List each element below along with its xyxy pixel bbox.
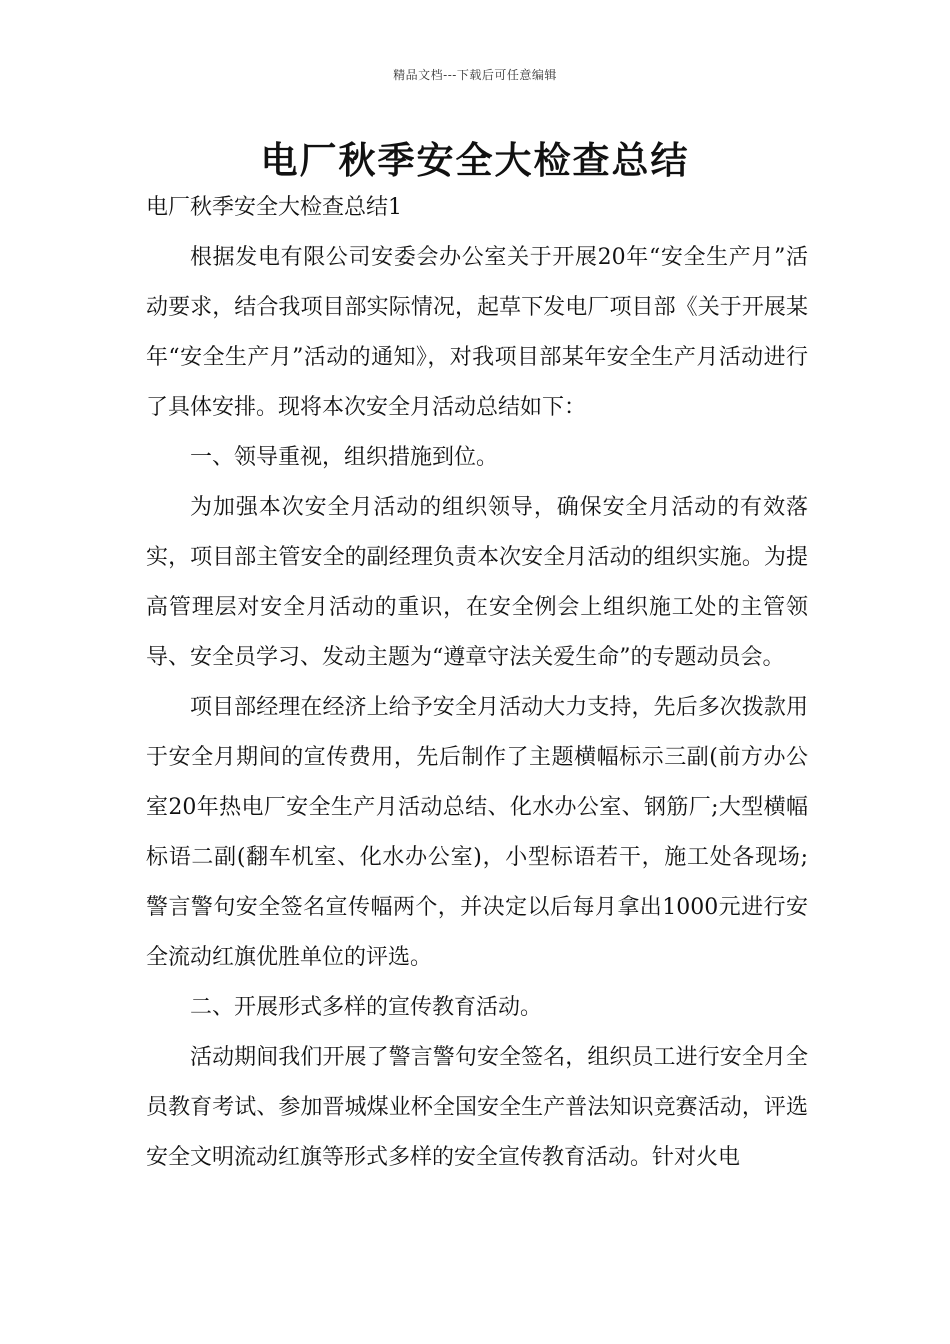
body-paragraph: 为加强本次安全月活动的组织领导，确保安全月活动的有效落实，项目部主管安全的副经理负责本次安全月活动的组织实施。为提高管理层对安全月活动的重识，在安全例会上组织施工处的主管领导、安全员学习、发动主题为“遵章守法关爱生命”的专题动员会。	[146, 495, 808, 670]
section-heading-1: 一、领导重视，组织措施到位。	[190, 445, 499, 470]
subtitle-paragraph: 电厂秋季安全大检查总结1	[146, 195, 402, 220]
document-body	[146, 183, 808, 1183]
intro-paragraph: 根据发电有限公司安委会办公室关于开展20年“安全生产月”活动要求，结合我项目部实际情况，起草下发电厂项目部《关于开展某年“安全生产月”活动的通知》，对我项目部某年安全生产月活动进行了具体安排。现将本次安全月活动总结如下：	[146, 245, 808, 420]
section-heading-2: 二、开展形式多样的宣传教育活动。	[190, 995, 543, 1020]
body-paragraph: 项目部经理在经济上给予安全月活动大力支持，先后多次拨款用于安全月期间的宣传费用，先后制作了主题横幅标示三副(前方办公室20年热电厂安全生产月活动总结、化水办公室、钢筋厂;大型横幅标语二副(翻车机室、化水办公室)，小型标语若干，施工处各现场;警言警句安全签名宣传幅两个，并决定以后每月拿出1000元进行安全流动红旗优胜单位的评选。	[146, 695, 808, 970]
header-note: 精品文档---下载后可任意编辑	[393, 68, 557, 82]
body-paragraph: 活动期间我们开展了警言警句安全签名，组织员工进行安全月全员教育考试、参加晋城煤业杯全国安全生产普法知识竞赛活动，评选安全文明流动红旗等形式多样的安全宣传教育活动。针对火电	[146, 1045, 808, 1170]
document-title: 电厂秋季安全大检查总结	[260, 138, 690, 182]
